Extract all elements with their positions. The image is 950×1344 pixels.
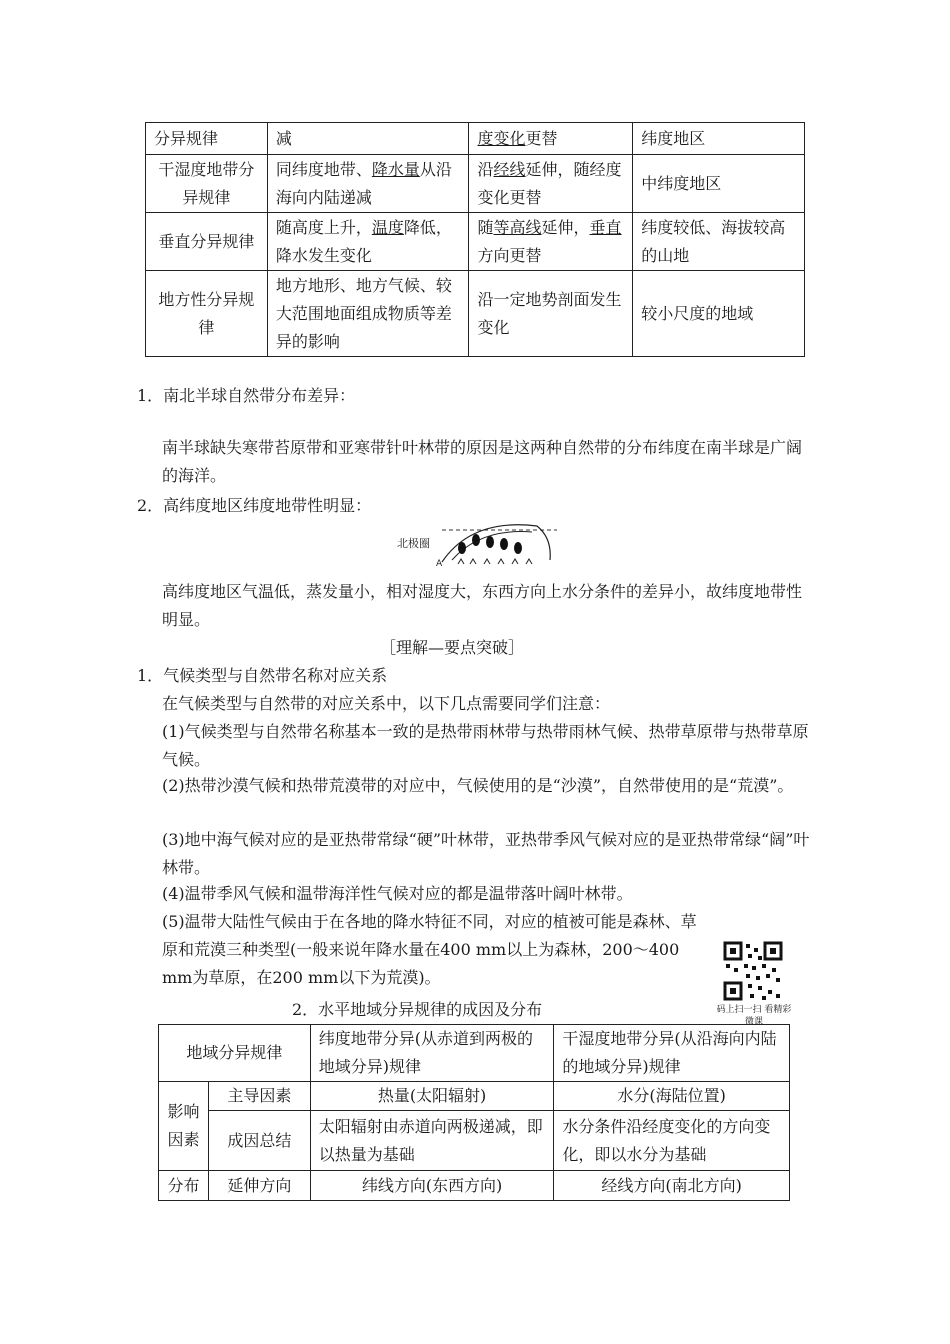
header-cell: 干湿度地带分异(从沿海向内陆的地域分异)规律 bbox=[554, 1025, 790, 1082]
cell-rule-name: 地方性分异规律 bbox=[146, 271, 268, 357]
text-segment: 延伸， bbox=[541, 217, 590, 237]
text-segment: 延伸，随经度变化更替 bbox=[477, 159, 622, 207]
cell-region: 中纬度地区 bbox=[633, 155, 805, 213]
section-2-body: 高纬度地区气温低，蒸发量小，相对湿度大，东西方向上水分条件的差异小，故纬度地带性明显。 bbox=[162, 582, 803, 629]
horizontal-zonation-table bbox=[158, 1024, 790, 1201]
group-cell: 分布 bbox=[159, 1171, 209, 1201]
zonation-table bbox=[145, 122, 805, 357]
grass-icon bbox=[458, 559, 532, 564]
group-cell: 影响因素 bbox=[159, 1082, 209, 1171]
point-a-label: A bbox=[436, 559, 443, 569]
cell-pattern bbox=[469, 123, 633, 155]
cell-cause: 减 bbox=[267, 123, 469, 155]
point-1-item: (5)温带大陆性气候由于在各地的降水特征不同，对应的植被可能是森林、草原和荒漠三种类型(一般来说年降水量在400 mm以上为森林，200～400 mm为草原，在200 mm以下为荒漠)。 bbox=[162, 912, 697, 987]
underlined-keyword: 度变化 bbox=[477, 128, 526, 148]
row-label: 主导因素 bbox=[208, 1082, 310, 1111]
cell-pattern bbox=[469, 213, 633, 271]
cell-region: 纬度地区 bbox=[633, 123, 805, 155]
text-segment: 从沿海向内陆递减 bbox=[275, 159, 452, 207]
underlined-keyword: 经线 bbox=[493, 159, 526, 179]
qr-code-icon bbox=[722, 940, 784, 1002]
text-segment: 同纬度地带、 bbox=[275, 159, 372, 179]
section-1-title: 1．南北半球自然带分布差异： bbox=[137, 386, 356, 405]
data-cell: 热量(太阳辐射) bbox=[310, 1082, 554, 1111]
section-2-title: 2．高纬度地区纬度地带性明显： bbox=[137, 496, 372, 515]
point-2-title: 2．水平地域分异规律的成因及分布 bbox=[292, 1000, 543, 1019]
row-label: 成因总结 bbox=[208, 1111, 310, 1171]
cell-region: 纬度较低、海拔较高的山地 bbox=[633, 213, 805, 271]
text-segment: 随 bbox=[477, 217, 494, 237]
text-segment: 沿 bbox=[477, 159, 494, 179]
point-1-item: (4)温带季风气候和温带海洋性气候对应的都是温带落叶阔叶林带。 bbox=[162, 884, 633, 903]
underlined-keyword: 垂直 bbox=[589, 217, 622, 237]
underlined-keyword: 降水量 bbox=[371, 159, 420, 179]
point-1-item: (1)气候类型与自然带名称基本一致的是热带雨林带与热带雨林气候、热带草原带与热带草原气候。 bbox=[162, 722, 809, 769]
cell-rule-name: 干湿度地带分异规律 bbox=[146, 155, 268, 213]
arctic-zone-figure bbox=[392, 520, 562, 570]
underlined-keyword: 温度 bbox=[371, 217, 404, 237]
header-cell: 地域分异规律 bbox=[159, 1025, 311, 1082]
data-cell: 纬线方向(东西方向) bbox=[310, 1171, 554, 1201]
section-heading: ［理解—要点突破］ bbox=[380, 638, 525, 657]
data-cell: 水分条件沿经度变化的方向变化，即以水分为基础 bbox=[554, 1111, 790, 1171]
header-cell: 纬度地带分异(从赤道到两极的地域分异)规律 bbox=[310, 1025, 554, 1082]
cell-region: 较小尺度的地域 bbox=[633, 271, 805, 357]
point-1-intro: 在气候类型与自然带的对应关系中，以下几点需要同学们注意： bbox=[162, 694, 611, 713]
qr-caption: 码上扫一扫 看精彩微课 bbox=[716, 1005, 792, 1027]
arctic-circle-label: 北极圈 bbox=[397, 537, 430, 550]
row-label: 延伸方向 bbox=[208, 1171, 310, 1201]
point-1-title: 1．气候类型与自然带名称对应关系 bbox=[137, 666, 388, 685]
data-cell: 太阳辐射由赤道向两极递减，即以热量为基础 bbox=[310, 1111, 554, 1171]
point-1-item: (3)地中海气候对应的是亚热带常绿“硬”叶林带，亚热带季风气候对应的是亚热带常绿“阔”叶林带。 bbox=[162, 830, 810, 877]
data-cell: 水分(海陆位置) bbox=[554, 1082, 790, 1111]
text-segment: 方向更替 bbox=[477, 245, 542, 265]
data-cell: 经线方向(南北方向) bbox=[554, 1171, 790, 1201]
qr-code[interactable] bbox=[722, 940, 784, 1002]
point-1-item: (2)热带沙漠气候和热带荒漠带的对应中，气候使用的是“沙漠”，自然带使用的是“荒漠”。 bbox=[162, 776, 794, 795]
section-1-body: 南半球缺失寒带苔原带和亚寒带针叶林带的原因是这两种自然带的分布纬度在南半球是广阔的海洋。 bbox=[162, 438, 803, 485]
text-segment: 更替 bbox=[525, 128, 558, 148]
cell-rule-name: 分异规律 bbox=[146, 123, 268, 155]
cell-cause bbox=[267, 155, 469, 213]
cell-pattern bbox=[469, 155, 633, 213]
cell-pattern: 沿一定地势剖面发生变化 bbox=[469, 271, 633, 357]
cell-cause: 地方地形、地方气候、较大范围地面组成物质等差异的影响 bbox=[267, 271, 469, 357]
text-segment: 降低，降水发生变化 bbox=[275, 217, 452, 265]
cell-rule-name: 垂直分异规律 bbox=[146, 213, 268, 271]
cell-cause bbox=[267, 213, 469, 271]
text-segment: 随高度上升， bbox=[275, 217, 372, 237]
underlined-keyword: 等高线 bbox=[493, 217, 542, 237]
